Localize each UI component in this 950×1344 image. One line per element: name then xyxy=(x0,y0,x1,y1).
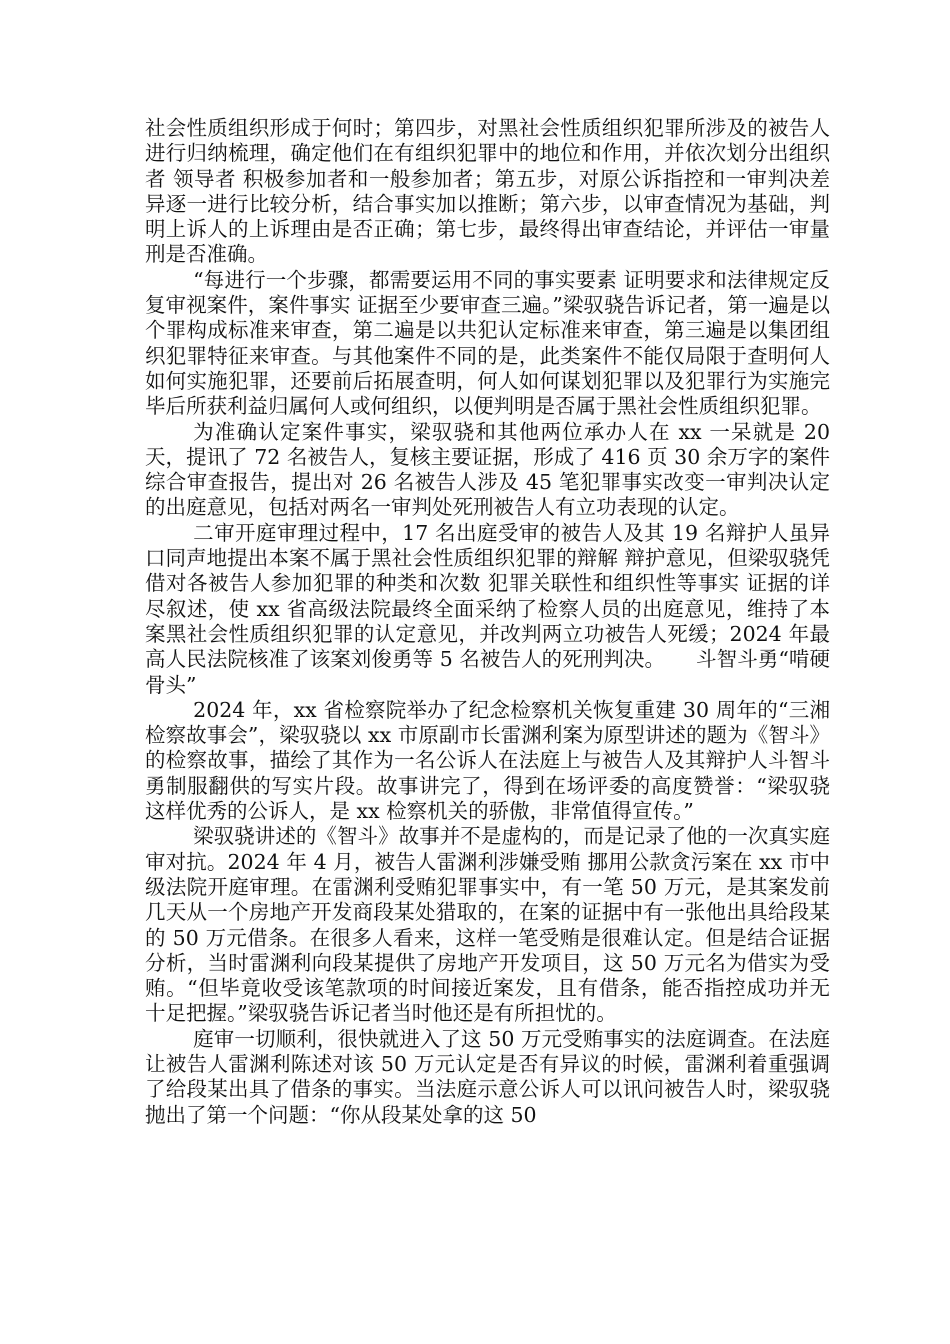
document-page xyxy=(145,116,830,1128)
body-paragraph-5: 2024 年，xx 省检察院举办了纪念检察机关恢复重建 30 周年的“三湘检察故事会”，梁驭骁以 xx 市原副市长雷渊利案为原型讲述的题为《智斗》的检察故事，描绘了其作为一名公诉人在法庭上与被告人及其辩护人斗智斗勇制服翻供的写实片段。故事讲完了，得到在场评委的高度赞誉：“梁驭骁这样优秀的公诉人，是 xx 检察机关的骄傲，非常值得宣传。” xyxy=(145,697,830,824)
body-paragraph-2: “每进行一个步骤，都需要运用不同的事实要素 证明要求和法律规定反复审视案件，案件事实 证据至少要审查三遍。”梁驭骁告诉记者，第一遍是以个罪构成标准来审查，第二遍是以共犯认定标准来审查，第三遍是以集团组织犯罪特征来审查。与其他案件不同的是，此类案件不能仅局限于查明何人如何实施犯罪，还要前后拓展查明，何人如何谋划犯罪以及犯罪行为实施完毕后所获利益归属何人或何组织，以便判明是否属于黑社会性质组织犯罪。 xyxy=(145,267,830,419)
body-paragraph-3: 为准确认定案件事实，梁驭骁和其他两位承办人在 xx 一呆就是 20 天，提讯了 72 名被告人，复核主要证据，形成了 416 页 30 余万字的案件综合审查报告，提出对 26 名被告人涉及 45 笔犯罪事实改变一审判决认定的出庭意见，包括对两名一审判处死刑被告人有立功表现的认定。 xyxy=(145,419,830,520)
body-paragraph-4: 二审开庭审理过程中，17 名出庭受审的被告人及其 19 名辩护人虽异口同声地提出本案不属于黑社会性质组织犯罪的辩解 辩护意见，但梁驭骁凭借对各被告人参加犯罪的种类和次数 犯罪关联性和组织性等事实 证据的详尽叙述，使 xx 省高级法院最终全面采纳了检察人员的出庭意见，维持了本案黑社会性质组织犯罪的认定意见，并改判两立功被告人死缓；2024 年最高人民法院核准了该案刘俊勇等 5 名被告人的死刑判决。 斗智斗勇“啃硬骨头” xyxy=(145,520,830,697)
body-paragraph-7: 庭审一切顺利，很快就进入了这 50 万元受贿事实的法庭调查。在法庭让被告人雷渊利陈述对该 50 万元认定是否有异议的时候，雷渊利着重强调了给段某出具了借条的事实。当法庭示意公诉人可以讯问被告人时，梁驭骁抛出了第一个问题：“你从段某处拿的这 50 xyxy=(145,1026,830,1127)
body-paragraph-1: 社会性质组织形成于何时；第四步，对黑社会性质组织犯罪所涉及的被告人进行归纳梳理，确定他们在有组织犯罪中的地位和作用，并依次划分出组织者 领导者 积极参加者和一般参加者；第五步，对原公诉指控和一审判决差异逐一进行比较分析，结合事实加以推断；第六步，以审查情况为基础，判明上诉人的上诉理由是否正确；第七步，最终得出审查结论，并评估一审量刑是否准确。 xyxy=(145,116,830,267)
body-paragraph-6: 梁驭骁讲述的《智斗》故事并不是虚构的，而是记录了他的一次真实庭审对抗。2024 年 4 月，被告人雷渊利涉嫌受贿 挪用公款贪污案在 xx 市中级法院开庭审理。在雷渊利受贿犯罪事实中，有一笔 50 万元，是其案发前几天从一个房地产开发商段某处猎取的，在案的证据中有一张他出具给段某的 50 万元借条。在很多人看来，这样一笔受贿是很难认定。但是结合证据分析，当时雷渊利向段某提供了房地产开发项目，这 50 万元名为借实为受贿。“但毕竟收受该笔款项的时间接近案发，且有借条，能否指控成功并无十足把握。”梁驭骁告诉记者当时他还是有所担忧的。 xyxy=(145,824,830,1026)
